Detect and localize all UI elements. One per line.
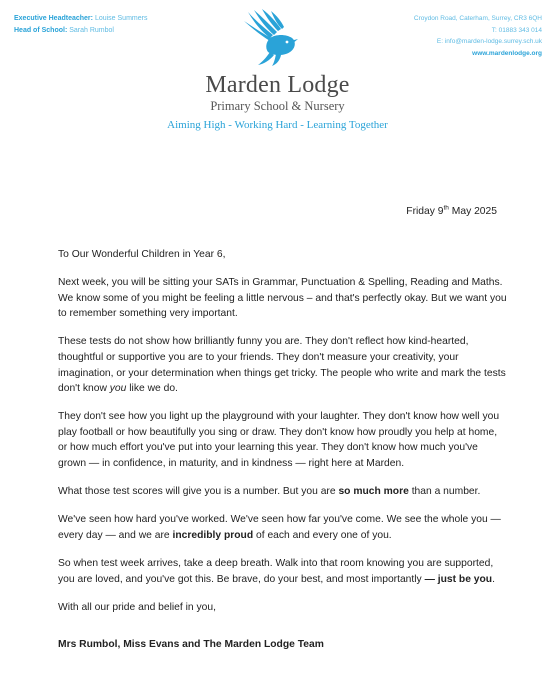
header-contact-info <box>414 13 542 59</box>
header-staff-info <box>14 13 147 37</box>
paragraph-3: They don't see how you light up the playground with your laughter. They don't know how well you play football or how beautifully you sing or draw. They don't know how proudly you help at home, or how much effort you've put into your learning this year. They don't know how much you've grown — in confidence, in maturity, and in kindness — right here at Marden. <box>58 411 500 470</box>
paragraph-2 <box>58 334 508 396</box>
paragraph-2-end: like we do. <box>126 383 178 395</box>
paragraph-5-text: We've seen how hard you've worked. We've seen how far you've come. We see the whole you — every day — and we are <box>58 514 501 541</box>
paragraph-4-end: than a number. <box>408 486 481 498</box>
greeting: To Our Wonderful Children in Year 6, <box>58 249 226 260</box>
head-of-school-line <box>14 25 147 37</box>
paragraph-6-text: So when test week arrives, take a deep breath. Walk into that room knowing you are supported, you are loved, and you've got this. Be brave, do your best, and most importantly <box>58 557 494 585</box>
executive-headteacher-name: Louise Summers <box>94 15 148 22</box>
signature: Mrs Rumbol, Miss Evans and The Marden Lodge Team <box>58 639 324 651</box>
bird-logo-icon <box>240 8 312 68</box>
paragraph-6-bold: — just be you <box>424 573 493 585</box>
letter-body <box>58 247 508 665</box>
paragraph-6-end: . <box>492 573 495 585</box>
paragraph-2-text: These tests do not show how brilliantly funny you are. They don't reflect how kind-hearted, thoughtful or supportive you are to your friends. They don't measure your creativity, your imagination, or your determination when things get tricky. The people who write and mark the tests don't know <box>58 336 506 395</box>
paragraph-6 <box>58 556 508 587</box>
paragraph-1: Next week, you will be sitting your SATs in Grammar, Punctuation & Spelling, Reading and Maths. We know some of you might be feeling a little nervous – and that's perfectly okay. But we want you to remember something very important. <box>58 277 507 320</box>
school-name: Marden Lodge <box>205 72 350 98</box>
paragraph-2-emphasis: you <box>109 383 127 395</box>
closing-line: With all our pride and belief in you, <box>58 601 216 613</box>
date-ordinal: th <box>443 204 449 212</box>
school-subtitle: Primary School & Nursery <box>210 99 345 113</box>
school-motto: Aiming High - Working Hard - Learning Together <box>167 119 388 131</box>
school-address: Croydon Road, Caterham, Surrey, CR3 6QH <box>413 15 542 22</box>
executive-headteacher-label: Executive Headteacher: <box>14 15 93 22</box>
letter-date <box>406 206 497 217</box>
school-email: E: info@marden-lodge.surrey.sch.uk <box>436 38 542 45</box>
paragraph-5 <box>58 512 508 543</box>
head-of-school-label: Head of School: <box>14 27 68 34</box>
paragraph-4-text: What those test scores will give you is a number. But you are <box>58 486 339 498</box>
executive-headteacher-line <box>14 13 147 25</box>
paragraph-5-end: of each and every one of you. <box>253 529 392 541</box>
date-month-year: May 2025 <box>448 206 497 217</box>
head-of-school-name: Sarah Rumbol <box>69 27 114 34</box>
school-phone: T: 01883 343 014 <box>491 26 542 34</box>
school-website-link[interactable]: www.mardenlodge.org <box>472 49 542 57</box>
paragraph-5-bold: incredibly proud <box>172 529 254 541</box>
date-day: Friday 9 <box>406 206 444 217</box>
paragraph-4 <box>58 484 508 500</box>
paragraph-4-bold: so much more <box>338 486 409 498</box>
